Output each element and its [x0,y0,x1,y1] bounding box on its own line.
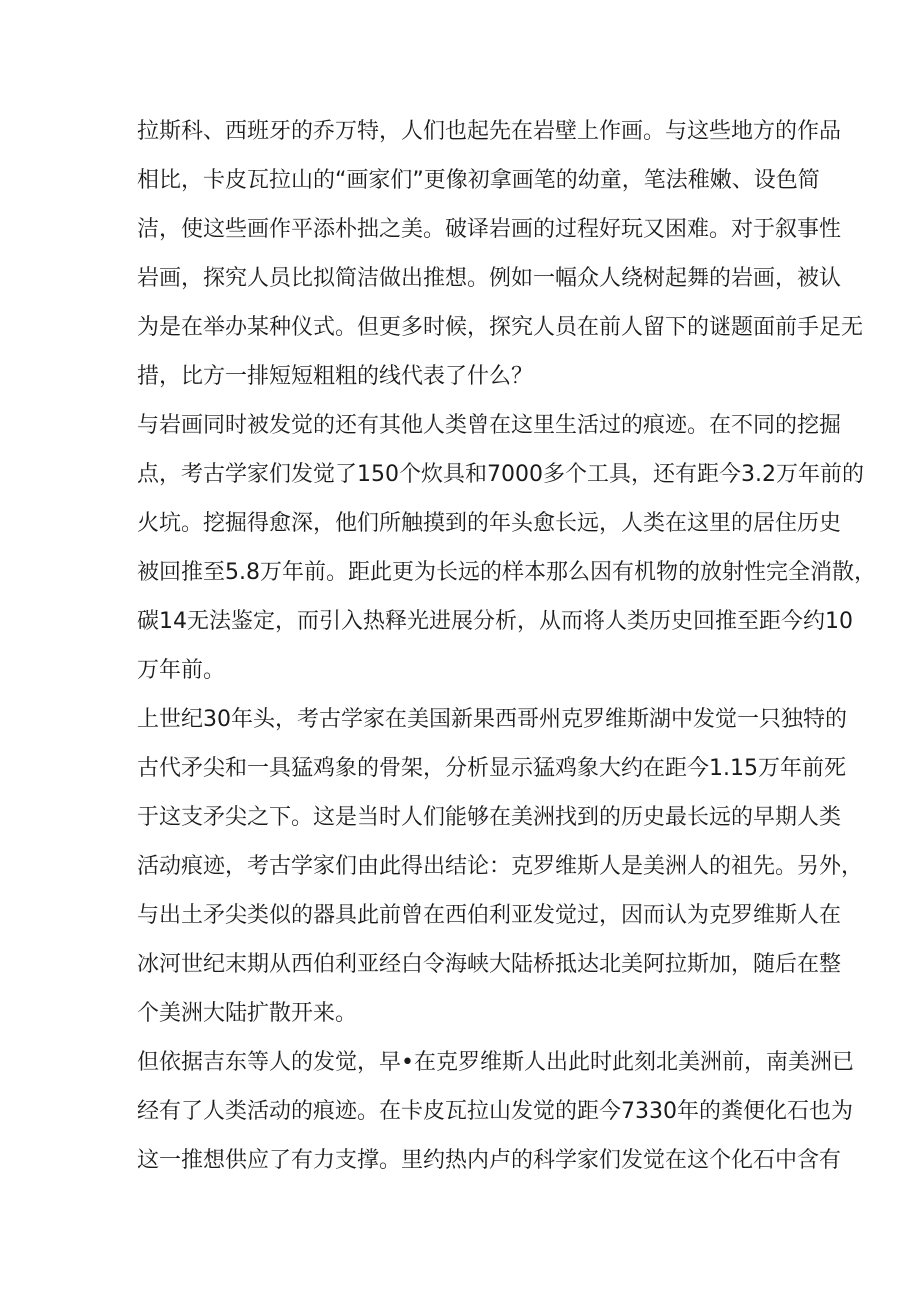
text-line: 这一推想供应了有力支撑。里约热内卢的科学家们发觉在这个化石中含有 [137,1148,842,1173]
text-line: 措，比方一排短短粗粗的线代表了什么？ [137,364,534,389]
text-line: 被回推至5.8万年前。距此更为长远的样本那么因有机物的放射性完全消散， [137,560,876,585]
text-line: 洁，使这些画作平添朴拙之美。破译岩画的过程好玩又困难。对于叙事性 [137,217,842,242]
text-line: 但依据吉东等人的发觉，早•在克罗维斯人出此时此刻北美洲前，南美洲已 [137,1050,854,1075]
text-line: 个美洲大陆扩散开来。 [137,1001,358,1026]
text-line: 于这支矛尖之下。这是当时人们能够在美洲找到的历史最长远的早期人类 [137,805,842,830]
text-line: 与出土矛尖类似的器具此前曾在西伯利亚发觉过，因而认为克罗维斯人在 [137,903,842,928]
text-line: 经有了人类活动的痕迹。在卡皮瓦拉山发觉的距今7330年的粪便化石也为 [137,1099,853,1124]
text-line: 上世纪30年头，考古学家在美国新果西哥州克罗维斯湖中发觉一只独特的 [137,707,847,732]
text-line: 相比，卡皮瓦拉山的“画家们”更像初拿画笔的幼童，笔法稚嫩、设色简 [137,168,820,193]
text-line: 古代矛尖和一具猛鸡象的骨架，分析显示猛鸡象大约在距今1.15万年前死 [137,756,846,781]
text-line: 冰河世纪末期从西伯利亚经白令海峡大陆桥抵达北美阿拉斯加，随后在整 [137,952,842,977]
text-line: 火坑。挖掘得愈深，他们所触摸到的年头愈长远，人类在这里的居住历史 [137,511,842,536]
text-line: 点，考古学家们发觉了150个炊具和7000多个工具，还有距今3.2万年前的 [137,462,864,487]
text-line: 岩画，探究人员比拟简洁做出推想。例如一幅众人绕树起舞的岩画，被认 [137,266,842,291]
text-line: 活动痕迹，考古学家们由此得出结论：克罗维斯人是美洲人的祖先。另外， [137,854,864,879]
text-line: 碳14无法鉴定，而引入热释光进展分析，从而将人类历史回推至距今约10 [137,609,853,634]
text-line: 万年前。 [137,658,226,683]
text-line: 拉斯科、西班牙的乔万特，人们也起先在岩壁上作画。与这些地方的作品 [137,119,842,144]
text-line: 与岩画同时被发觉的还有其他人类曾在这里生活过的痕迹。在不同的挖掘 [137,413,842,438]
text-line: 为是在举办某种仪式。但更多时候，探究人员在前人留下的谜题面前手足无 [137,315,864,340]
